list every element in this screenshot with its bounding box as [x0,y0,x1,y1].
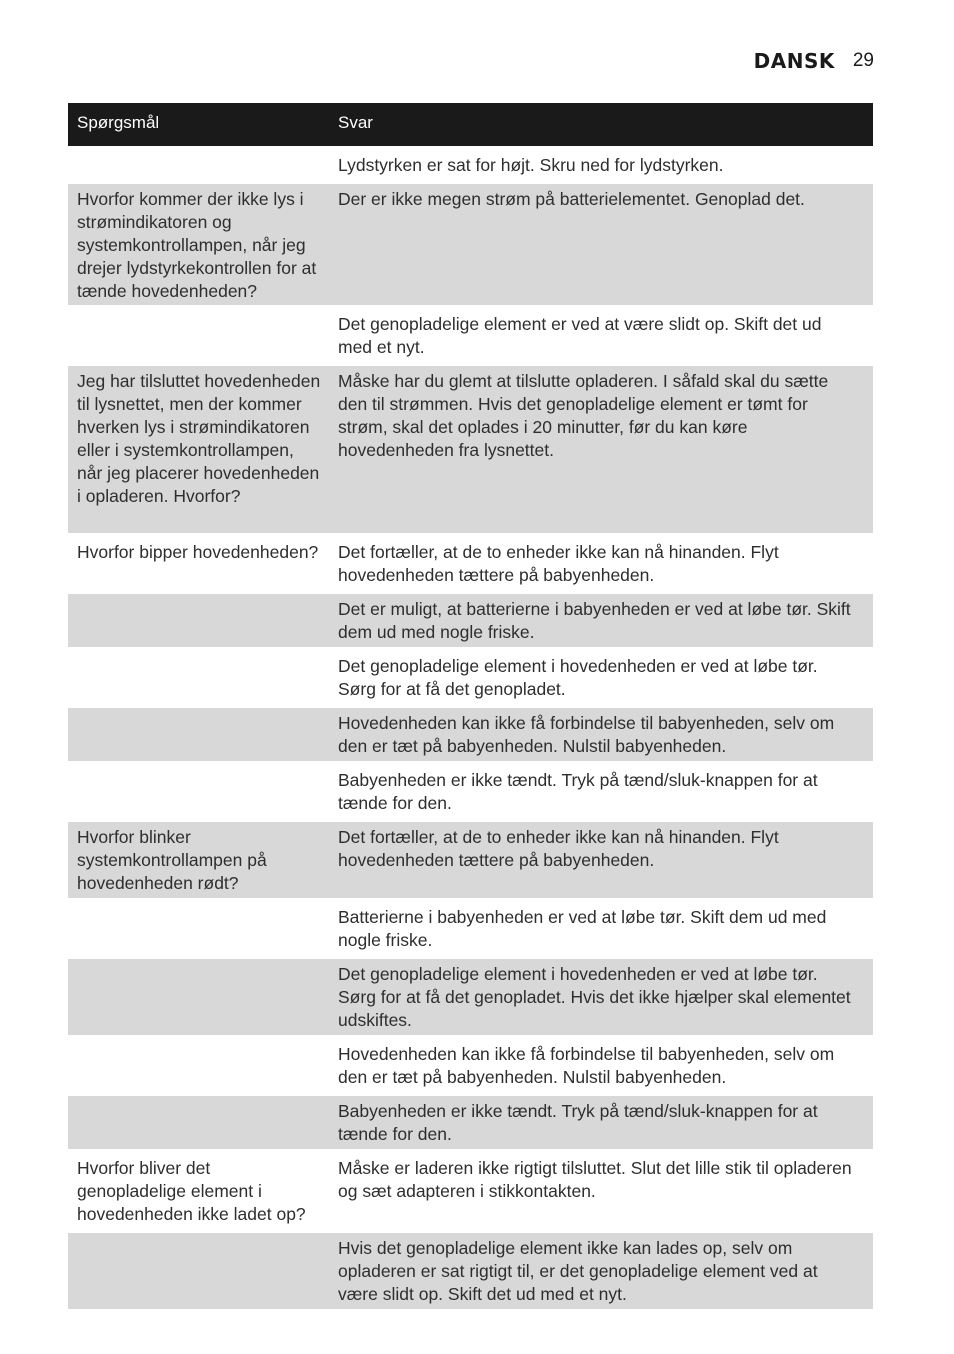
table-row [68,146,873,180]
answer-cell: Lydstyrken er sat for højt. Skru ned for lydstyrken. [338,155,724,175]
table-row [68,305,873,362]
table-row [68,590,873,647]
answer-cell: Det genopladelige element i hovedenheden er ved at løbe tør. Sørg for at få det genopladet. [338,656,818,699]
page-number: 29 [852,50,874,71]
answer-cell: Hovedenheden kan ikke få forbindelse til babyenheden, selv om den er tæt på babyenheden. Nulstil babyenheden. [338,1044,835,1087]
question-cell: Jeg har tilsluttet hovedenheden til lysnettet, men der kommer hverken lys i strømindikatoren eller i systemkontrollampen, når jeg placerer hovedenheden i opladeren. Hvorfor? [77,371,321,506]
question-cell: Hvorfor blinker systemkontrollampen på hovedenheden rødt? [77,827,267,893]
table-row [68,1149,873,1229]
question-cell [68,1096,329,1149]
question-cell [68,1233,329,1309]
question-cell [68,708,329,761]
question-cell [68,594,329,647]
table-body [68,146,873,1309]
answer-cell: Batterierne i babyenheden er ved at løbe tør. Skift dem ud med nogle friske. [338,907,827,950]
answer-cell: Det genopladelige element i hovedenheden er ved at løbe tør. Sørg for at få det genopladet. Hvis det ikke hjælper skal elementet udskiftes. [338,964,851,1030]
table-header [68,103,873,146]
table-row [68,1229,873,1309]
answer-cell: Det er muligt, at batterierne i babyenheden er ved at løbe tør. Skift dem ud med nogle friske. [338,599,851,642]
answer-cell: Det genopladelige element er ved at være slidt op. Skift det ud med et nyt. [338,314,822,357]
answer-cell: Hovedenheden kan ikke få forbindelse til babyenheden, selv om den er tæt på babyenheden. Nulstil babyenheden. [338,713,835,756]
question-cell [68,959,329,1035]
question-cell [68,651,329,704]
table-row [68,362,873,533]
question-cell: Hvorfor kommer der ikke lys i strømindikatoren og systemkontrollampen, når jeg drejer lydstyrkekontrollen for at tænde hovedenheden? [77,189,317,301]
answer-cell: Måske har du glemt at tilslutte opladeren. I såfald skal du sætte den til strømmen. Hvis det genopladelige element er tømt for strøm, skal det oplades i 20 minutter, før du kan køre hovedenheden fra lysnettet. [338,371,829,460]
table-row [68,955,873,1035]
answer-cell: Der er ikke megen strøm på batterielementet. Genoplad det. [338,189,805,209]
table-row [68,818,873,898]
table-row [68,898,873,955]
page-header [754,46,874,76]
table-row [68,180,873,305]
question-cell [68,765,329,818]
question-cell [68,1039,329,1092]
table-row [68,533,873,590]
table-row [68,1035,873,1092]
question-cell: Hvorfor bipper hovedenheden? [77,542,319,562]
answer-cell: Babyenheden er ikke tændt. Tryk på tænd/sluk-knappen for at tænde for den. [338,770,818,813]
answer-cell: Det fortæller, at de to enheder ikke kan nå hinanden. Flyt hovedenheden tættere på babyenheden. [338,542,779,585]
question-cell [68,150,329,180]
table-row [68,647,873,704]
column-header-answer: Svar [338,113,373,132]
answer-cell: Babyenheden er ikke tændt. Tryk på tænd/sluk-knappen for at tænde for den. [338,1101,818,1144]
table-row [68,1092,873,1149]
table-row [68,761,873,818]
language-label: DANSK [753,49,835,73]
question-cell [68,902,329,955]
answer-cell: Det fortæller, at de to enheder ikke kan nå hinanden. Flyt hovedenheden tættere på babyenheden. [338,827,779,870]
answer-cell: Måske er laderen ikke rigtigt tilsluttet. Slut det lille stik til opladeren og sæt adapteren i stikkontakten. [338,1158,852,1201]
question-cell [68,309,329,362]
faq-table [68,103,873,1309]
table-row [68,704,873,761]
question-cell: Hvorfor bliver det genopladelige element i hovedenheden ikke ladet op? [77,1158,306,1224]
answer-cell: Hvis det genopladelige element ikke kan lades op, selv om opladeren er sat rigtigt til, er det genopladelige element ved at være slidt op. Skift det ud med et nyt. [338,1238,818,1304]
column-header-question: Spørgsmål [77,113,160,132]
